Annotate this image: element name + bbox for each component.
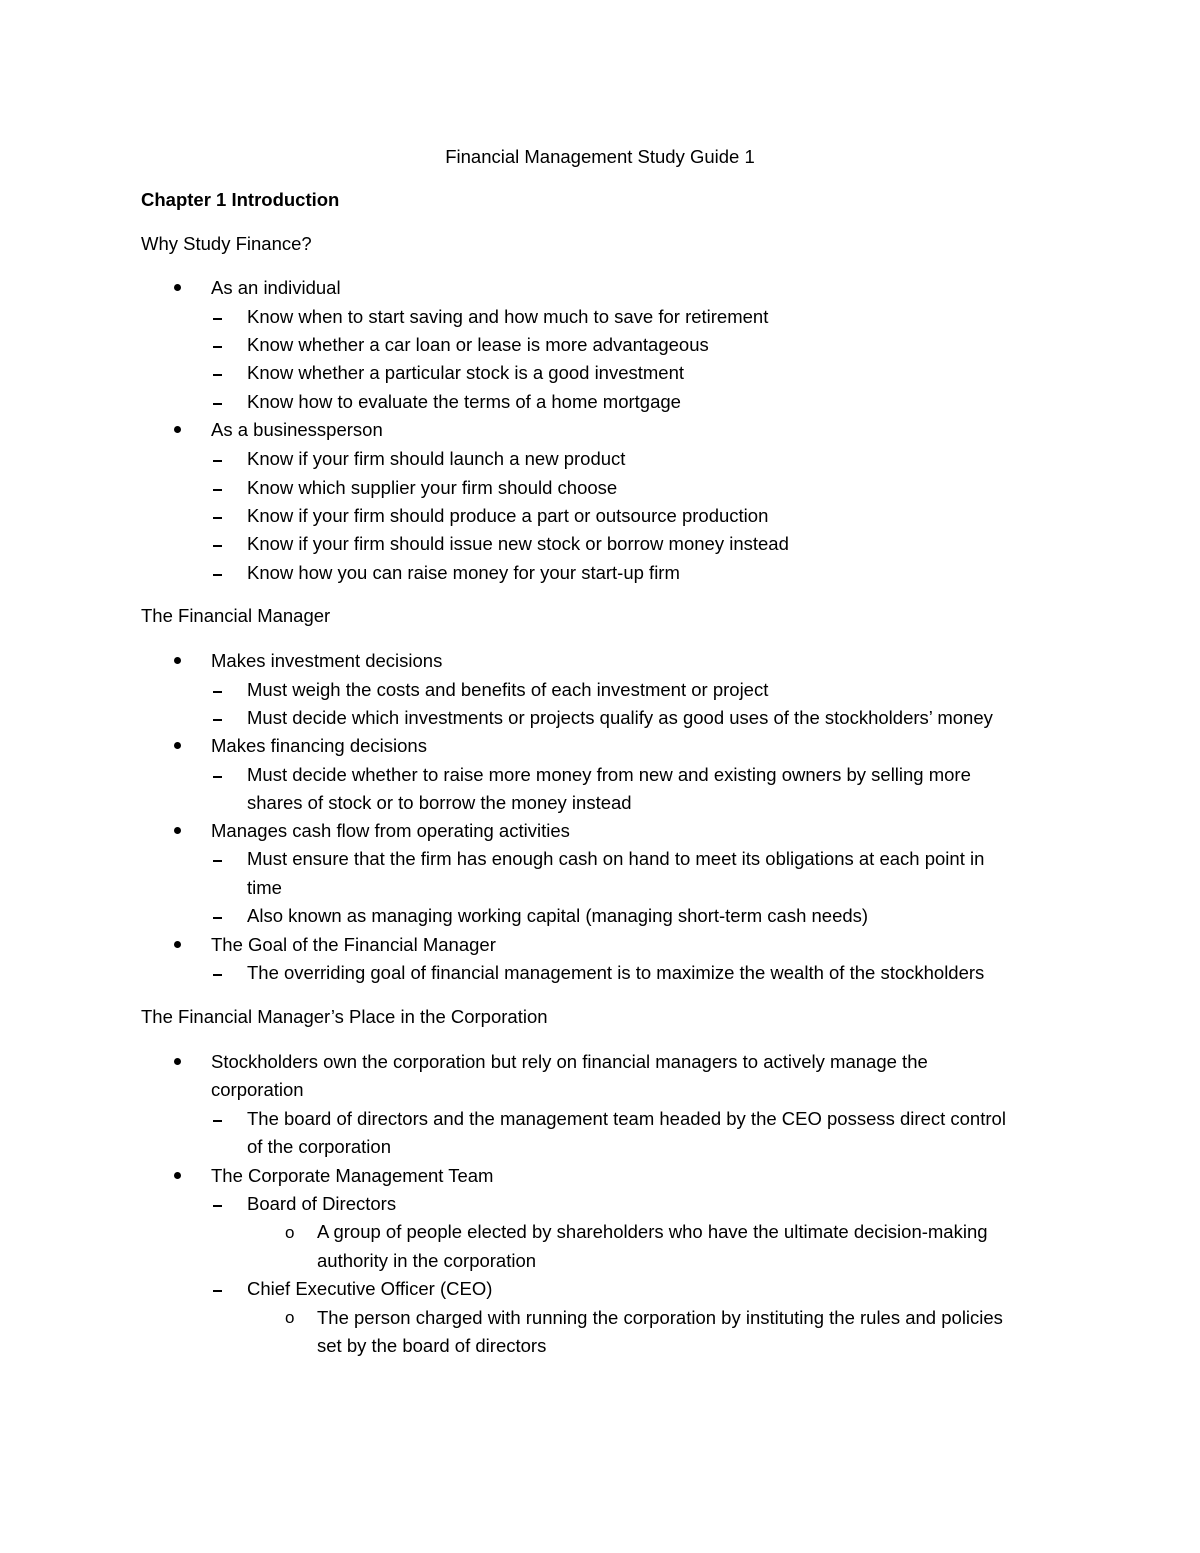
list-item: Must weigh the costs and benefits of each investment or project [247, 679, 769, 700]
chapter-heading: Chapter 1 Introduction [141, 189, 340, 210]
dash-icon [213, 691, 222, 693]
bullet-icon [174, 941, 181, 948]
list-item: Must ensure that the firm has enough cash on hand to meet its obligations at each point in [247, 848, 985, 869]
list-item-continuation: time [247, 877, 282, 898]
bullet-icon [174, 1058, 181, 1065]
dash-icon [213, 574, 222, 576]
list-item: Know if your firm should issue new stock or borrow money instead [247, 533, 789, 554]
list-item: Must decide which investments or projects qualify as good uses of the stockholders’ money [247, 707, 993, 728]
circle-bullet-icon: o [285, 1223, 295, 1242]
bullet-icon [174, 827, 181, 834]
dash-icon [213, 974, 222, 976]
dash-icon [213, 517, 222, 519]
list-item: Know how you can raise money for your start-up firm [247, 562, 680, 583]
list-item: Chief Executive Officer (CEO) [247, 1278, 493, 1299]
section-heading: The Financial Manager’s Place in the Corporation [141, 1006, 548, 1027]
page-title: Financial Management Study Guide 1 [445, 146, 755, 167]
list-item-continuation: of the corporation [247, 1136, 391, 1157]
bullet-text: Manages cash flow from operating activities [211, 820, 570, 841]
bullet-text: The Corporate Management Team [211, 1165, 494, 1186]
sub-list-item-continuation: authority in the corporation [317, 1250, 537, 1271]
list-item: The board of directors and the management team headed by the CEO possess direct control [247, 1108, 1006, 1129]
section-heading: The Financial Manager [141, 605, 331, 626]
list-item: Know how to evaluate the terms of a home mortgage [247, 391, 681, 412]
list-item: Know whether a particular stock is a good investment [247, 362, 685, 383]
sub-list-item: The person charged with running the corporation by instituting the rules and policies [317, 1307, 1003, 1328]
sub-list-item: A group of people elected by shareholders who have the ultimate decision-making [317, 1221, 988, 1242]
list-item: Also known as managing working capital (managing short-term cash needs) [247, 905, 869, 926]
dash-icon [213, 1205, 222, 1207]
bullet-text: As an individual [211, 277, 341, 298]
bullet-text: The Goal of the Financial Manager [211, 934, 496, 955]
dash-icon [213, 719, 222, 721]
dash-icon [213, 403, 222, 405]
bullet-icon [174, 284, 181, 291]
bullet-icon [174, 1172, 181, 1179]
list-item: Know if your firm should launch a new product [247, 448, 626, 469]
list-item: Must decide whether to raise more money from new and existing owners by selling more [247, 764, 971, 785]
dash-icon [213, 1290, 222, 1292]
circle-bullet-icon: o [285, 1308, 295, 1327]
list-item: Know when to start saving and how much to save for retirement [247, 306, 769, 327]
bullet-icon [174, 742, 181, 749]
bullet-icon [174, 657, 181, 664]
dash-icon [213, 346, 222, 348]
bullet-text: As a businessperson [211, 419, 383, 440]
section-heading: Why Study Finance? [141, 233, 312, 254]
list-item: Board of Directors [247, 1193, 397, 1214]
dash-icon [213, 318, 222, 320]
bullet-text: Makes financing decisions [211, 735, 427, 756]
list-item: Know whether a car loan or lease is more advantageous [247, 334, 709, 355]
bullet-text: Stockholders own the corporation but rely on financial managers to actively manage the [211, 1051, 928, 1072]
dash-icon [213, 1120, 222, 1122]
list-item: Know which supplier your firm should choose [247, 477, 618, 498]
list-item: The overriding goal of financial management is to maximize the wealth of the stockholders [247, 962, 985, 983]
list-item: Know if your firm should produce a part or outsource production [247, 505, 769, 526]
dash-icon [213, 917, 222, 919]
sub-list-item-continuation: set by the board of directors [317, 1335, 547, 1356]
dash-icon [213, 374, 222, 376]
dash-icon [213, 776, 222, 778]
dash-icon [213, 545, 222, 547]
dash-icon [213, 460, 222, 462]
dash-icon [213, 860, 222, 862]
bullet-text-continuation: corporation [211, 1079, 304, 1100]
bullet-text: Makes investment decisions [211, 650, 443, 671]
bullet-icon [174, 426, 181, 433]
list-item-continuation: shares of stock or to borrow the money instead [247, 792, 632, 813]
dash-icon [213, 489, 222, 491]
